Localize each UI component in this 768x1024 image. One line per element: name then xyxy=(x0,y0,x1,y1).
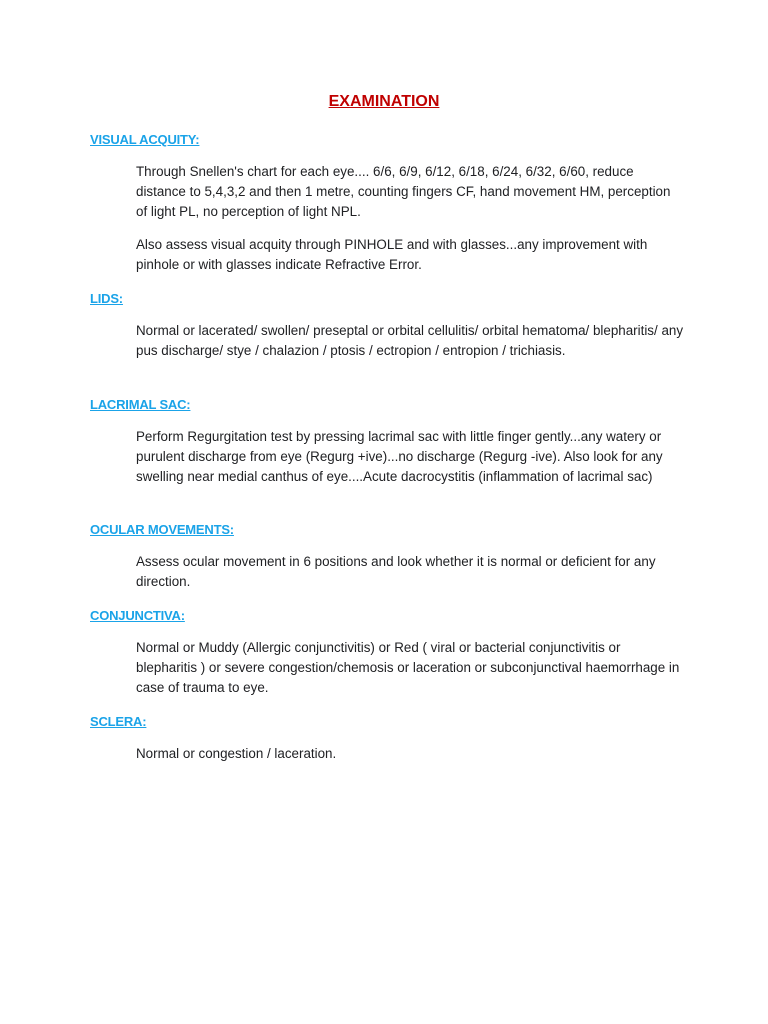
section-paragraph: Through Snellen's chart for each eye.... 6/6, 6/9, 6/12, 6/18, 6/24, 6/32, 6/60, reduce distance to 5,4,3,2 and then 1 metre, counting fingers CF, hand movement HM, perception of light PL, no perception of light NPL. xyxy=(136,164,671,219)
section-heading-ocular-movements: OCULAR MOVEMENTS: xyxy=(90,522,234,537)
section-heading-lacrimal-sac: LACRIMAL SAC: xyxy=(90,397,191,412)
section-heading-visual-acquity: VISUAL ACQUITY: xyxy=(90,132,200,147)
section-heading-conjunctiva: CONJUNCTIVA: xyxy=(90,608,185,623)
section-paragraph: Also assess visual acquity through PINHOLE and with glasses...any improvement with pinhole or with glasses indicate Refractive Error. xyxy=(136,237,648,272)
section-heading-lids: LIDS: xyxy=(90,291,123,306)
section-heading-sclera: SCLERA: xyxy=(90,714,147,729)
document-title: EXAMINATION xyxy=(328,93,440,110)
section-paragraph: Normal or lacerated/ swollen/ preseptal or orbital cellulitis/ orbital hematoma/ blepharitis/ any pus discharge/ stye / chalazion / ptosis / ectropion / entropion / trichiasis. xyxy=(136,323,684,358)
section-paragraph: Assess ocular movement in 6 positions and look whether it is normal or deficient for any direction. xyxy=(136,554,656,589)
section-paragraph: Normal or Muddy (Allergic conjunctivitis) or Red ( viral or bacterial conjunctivitis or blepharitis ) or severe congestion/chemosis or laceration or subconjunctival haemorrhage in case of trauma to eye. xyxy=(136,640,680,695)
section-paragraph: Normal or congestion / laceration. xyxy=(136,746,337,761)
section-paragraph: Perform Regurgitation test by pressing lacrimal sac with little finger gently...any watery or purulent discharge from eye (Regurg +ive)...no discharge (Regurg -ive). Also look for any swelling near medial canthus of eye....Acute dacrocystitis (inflammation of lacrimal sac) xyxy=(136,429,663,484)
